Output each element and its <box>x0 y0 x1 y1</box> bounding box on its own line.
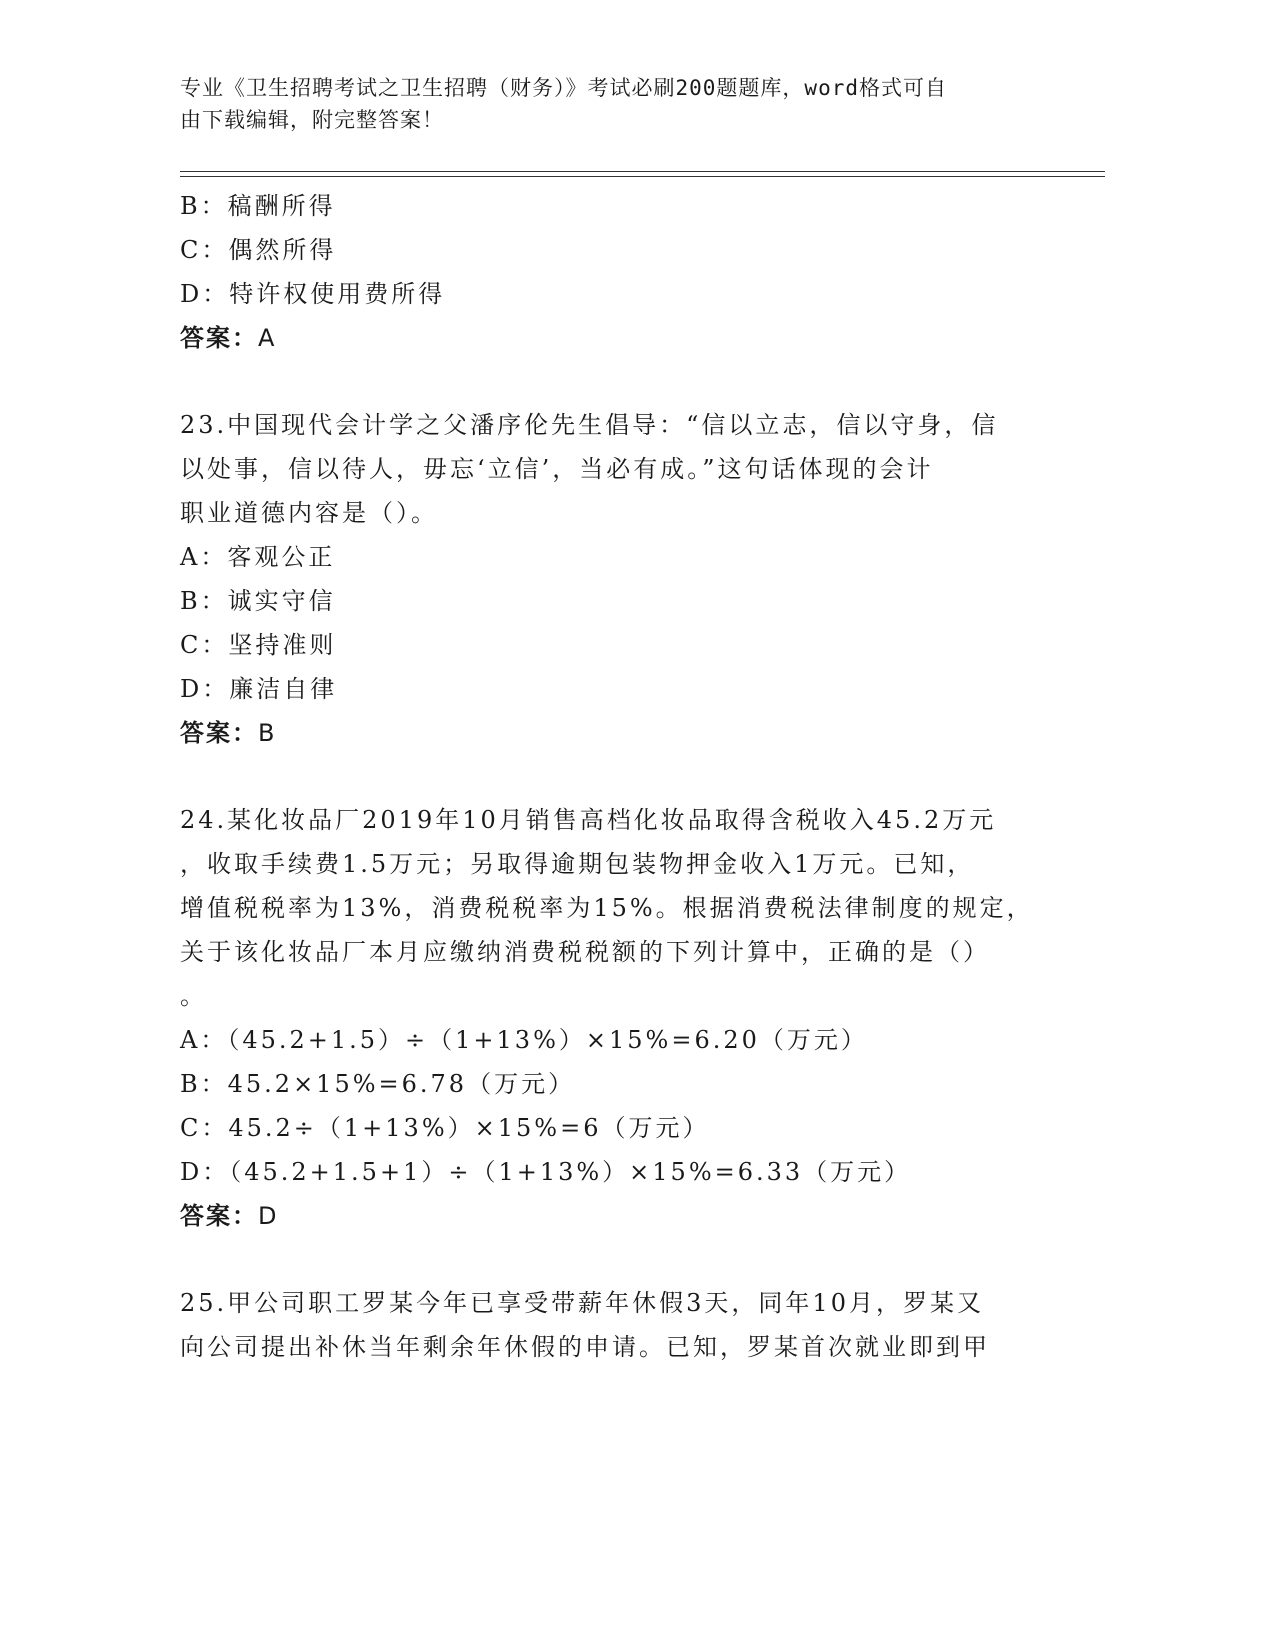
q23-answer <box>180 711 1040 755</box>
q24-option-c: C：45.2÷（1+13%）×15%=6（万元） <box>180 1114 710 1142</box>
header-line-1: 专业《卫生招聘考试之卫生招聘（财务）》考试必刷200题题库，word格式可自 <box>180 76 947 100</box>
document-header <box>180 72 1040 136</box>
q23-option-c: C：坚持准则 <box>180 631 337 659</box>
q25-stem-line-2: 向公司提出补休当年剩余年休假的申请。已知，罗某首次就业即到甲 <box>180 1333 990 1361</box>
q22-answer-label: 答案： <box>180 324 258 352</box>
q24-stem-line-5: 。 <box>180 982 207 1010</box>
q24-answer-label: 答案： <box>180 1202 258 1230</box>
q23-stem-line-3: 职业道德内容是（）。 <box>180 499 438 527</box>
q24-option-b: B：45.2×15%=6.78（万元） <box>180 1070 576 1098</box>
q23-answer-label: 答案： <box>180 719 258 747</box>
q23-stem-line-1: 23.中国现代会计学之父潘序伦先生倡导：“信以立志，信以守身，信 <box>180 411 999 439</box>
header-line-2: 由下载编辑，附完整答案！ <box>180 108 444 132</box>
q24-stem-line-2: ，收取手续费1.5万元；另取得逾期包装物押金收入1万元。已知， <box>180 850 975 878</box>
q24-answer <box>180 1194 1040 1238</box>
q23-stem-line-2: 以处事，信以待人，毋忘‘立信’，当必有成。”这句话体现的会计 <box>180 455 934 483</box>
q22-option-b: B：稿酬所得 <box>180 192 336 220</box>
question-list <box>180 184 1040 1369</box>
q24-option-d: D：（45.2+1.5+1）÷（1+13%）×15%=6.33（万元） <box>180 1158 912 1186</box>
q24-stem-line-1: 24.某化妆品厂2019年10月销售高档化妆品取得含税收入45.2万元 <box>180 806 997 834</box>
q22-option-d: D：特许权使用费所得 <box>180 280 446 308</box>
q22-option-c: C：偶然所得 <box>180 236 337 264</box>
header-rule-top <box>180 171 1105 172</box>
header-rule-bottom <box>180 176 1105 177</box>
q24-option-a: A：（45.2+1.5）÷（1+13%）×15%=6.20（万元） <box>180 1026 868 1054</box>
q24-answer-value: D <box>258 1202 279 1230</box>
q23-option-a: A：客观公正 <box>180 543 336 571</box>
q22-answer <box>180 316 1040 360</box>
q24-stem-line-4: 关于该化妆品厂本月应缴纳消费税税额的下列计算中，正确的是（） <box>180 938 990 966</box>
q23-option-d: D：廉洁自律 <box>180 675 338 703</box>
q23-option-b: B：诚实守信 <box>180 587 336 615</box>
q24-stem-line-3: 增值税税率为13%，消费税税率为15%。根据消费税法律制度的规定， <box>180 894 1034 922</box>
q25-stem-line-1: 25.甲公司职工罗某今年已享受带薪年休假3天，同年10月，罗某又 <box>180 1289 984 1317</box>
q22-answer-value: A <box>258 324 277 352</box>
q23-answer-value: B <box>258 719 277 747</box>
